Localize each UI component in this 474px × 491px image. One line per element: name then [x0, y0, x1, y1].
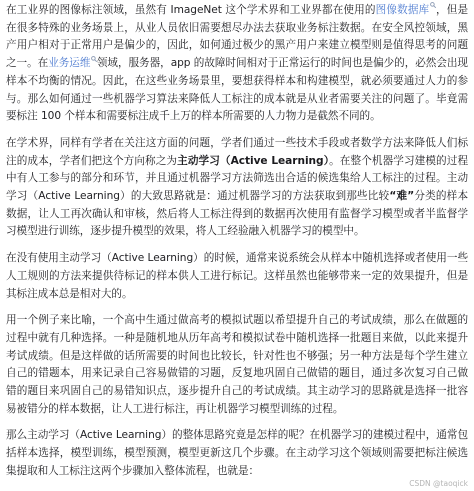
keyword-link-wrapper[interactable] [48, 57, 97, 69]
paragraph [6, 250, 468, 303]
body-text: 。在整个机器学习建模的过程中有人工参与的部分和环节，并且通过机器学习方法筛选出合适的候选集给人工标注的过程。主动学习（Active Learning）的大致思路就是：通过机器学习的方法获取到那些比较 [6, 154, 468, 203]
body-text: 用一个例子来比喻，一个高中生通过做高考的模拟试题以希望提升自己的考试成绩，那么在做题的过程中就有几种选择。一种是随机地从历年高考和模拟试卷中随机选择一批题目来做，以此来提升考试成绩。但是这样做的话所需要的时间也比较长，针对性也不够强；另一种方法是每个学生建立自己的错题本，用来记录自己容易做错的习题，反复地巩固自己做错的题目，通过多次复习自己做错的题目来巩固自己的易错知识点，逐步提升自己的考试成绩。其主动学习的思路就是选择一批容易被错分的样本数据，让人工进行标注，再让机器学习模型训练的过程。 [6, 314, 468, 415]
body-text: 在工业界的图像标注领域，虽然有 ImageNet 这个学术界和工业界都在使用的 [6, 4, 376, 16]
paragraph [6, 2, 468, 126]
emphasis-text: 主动学习（Active Learning） [177, 154, 330, 167]
body-text: 那么主动学习（Active Learning）的整体思路究竟是怎样的呢？在机器学习的建模过程中，通常包括样本选择，模型训练，模型预测，模型更新这几个步骤。在主动学习这个领域则需要把标注候选集提取和人工标注这两个步骤加入整体流程，也就是： [6, 429, 468, 477]
paragraph [6, 312, 468, 418]
keyword-link[interactable]: 图像数据库 [375, 4, 430, 16]
body-text: 在没有使用主动学习（Active Learning）的时候，通常来说系统会从样本中随机选择或者使用一些人工规则的方法来提供待标记的样本供人工进行标记。这样虽然也能够带来一定的效果提升，但是其标注成本总是相对大的。 [6, 252, 468, 300]
emphasis-text: “难” [389, 190, 415, 203]
keyword-link[interactable]: 业务运维 [48, 57, 91, 70]
csdn-watermark: CSDN @taoqick [409, 479, 468, 488]
paragraph [6, 135, 468, 241]
body-text: 在学术界，同样有学者在关注这方面的问题，学者们通过一些技术手段或者数学方法来降低人们标注的成本，学者们把这个方向称之为 [6, 136, 468, 167]
body-text: 领域，服务器，app 的故障时间相对于正常运行的时间也是偏少的，必然会出现样本不均衡的情况。因此，在这些业务场景里，要想获得样本和构建模型，就必须要通过人力的参与。那么如何通过一些机器学习算法来降低人工标注的成本就是从业者需要关注的问题了。毕竟需要标注 100 个样本和需要标注成千上万的样本所需要的人力物力是截然不同的。 [6, 57, 468, 123]
paragraph [6, 427, 468, 480]
keyword-link-wrapper[interactable] [376, 4, 436, 16]
body-text: 分类的样本数据，让人工再次确认和审核，然后将人工标注得到的数据再次使用有监督学习模型或者半监督学习模型进行训练，逐步提升模型的效果，将人工经验融入机器学习的模型中。 [6, 190, 468, 238]
body-text: ，但是在很多特殊的业务场景上，从业人员依旧需要想尽办法去获取业务标注数据。在安全风控领域，黑产用户相对于正常用户是偏少的，因此，如何通过极少的黑产用户来建立模型则是值得思考的问题之一。在 [6, 4, 468, 70]
